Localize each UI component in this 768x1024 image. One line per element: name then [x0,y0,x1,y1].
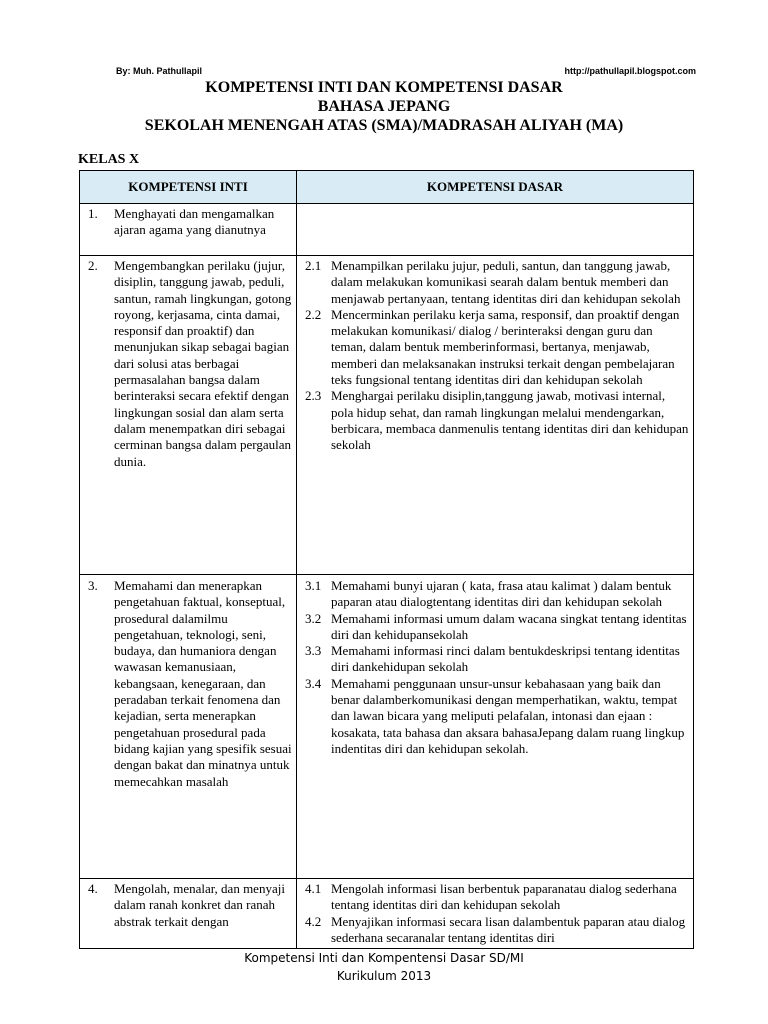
author-label: By: Muh. Pathullapil [116,66,203,76]
kd-cell [297,204,694,256]
class-label: KELAS X [78,152,140,167]
ki-number: 2. [88,258,98,273]
kd-item [305,676,689,757]
footer-curriculum: Kurikulum 2013 [336,969,432,983]
column-header-kd: KOMPETENSI DASAR [297,171,694,204]
kd-number: 4.1 [305,881,322,896]
kd-cell [297,575,694,879]
kd-text: Menghargai perilaku disiplin,tanggung jawab, motivasi internal, pola hidup sehat, dan ramah lingkungan melalui mendengarkan, berbicara, membaca danmenulis tentang identitas diri dan kehidupan sekolah [331,388,689,453]
kd-item [305,643,689,676]
kd-text: Memahami informasi umum dalam wacana singkat tentang identitas diri dan kehidupansekolah [331,610,687,642]
ki-text: Memahami dan menerapkan pengetahuan faktual, konseptual, prosedural dalamilmu pengetahuan, teknologi, seni, budaya, dan humaniora dengan wawasan kemanusiaan, kebangsaan, kenegaraan, dan peradaban terkait fenomena dan kejadian, serta menerapkan pengetahuan prosedural pada bidang kajian yang spesifik sesuai dengan bakat dan minatnya untuk memecahkan masalah [114,578,292,789]
ki-text: Menghayati dan mengamalkan ajaran agama yang dianutnya [114,206,275,238]
competency-table [79,170,694,949]
kd-number: 3.4 [305,675,322,691]
kd-item [305,881,689,914]
column-header-ki: KOMPETENSI INTI [80,171,297,204]
kd-item [305,388,689,453]
kd-item [305,611,689,644]
kd-text: Memahami penggunaan unsur-unsur kebahasaan yang baik dan benar dalamberkomunikasi dengan memperhatikan, waktu, tempat dan lawan bicara yang meliputi pelafalan, intonasi dan ejaan : kosakata, tata bahasa dan aksara bahasaJepang dalam ruang lingkup indentitas diri dan kehidupan sekolah. [331,675,685,756]
ki-text: Mengembangkan perilaku (jujur, disiplin, tanggung jawab, peduli, santun, ramah lingkungan, gotong royong, kerjasama, cinta damai, responsif dan proaktif) dan menunjukan sikap sebagai bagian dari solusi atas berbagai permasalahan bangsa dalam berinteraksi secara efektif dengan lingkungan sosial dan alam serta dalam menempatkan diri sebagai cerminan bangsa dalam pergaulan dunia. [114,258,292,469]
blog-url[interactable]: http://pathullapil.blogspot.com [564,66,696,76]
kd-text: Mencerminkan perilaku kerja sama, responsif, dan proaktif dengan melakukan komunikasi/ dialog / berinteraksi dengan guru dan teman, dalam bentuk memberinformasi, bertanya, menjawab, memberi dan melaksanakan instruksi terkait dengan pembelajaran teks fungsional tentang identitas diri dan kehidupan sekolah [331,306,680,388]
table-row [80,204,694,256]
kd-number: 2.2 [305,306,322,322]
table-row [80,575,694,879]
subject-title: BAHASA JEPANG [317,98,451,115]
table-row [80,879,694,949]
kd-item [305,578,689,611]
kd-cell [297,879,694,949]
kd-item [305,307,689,388]
table-row [80,256,694,575]
kd-item [305,914,689,947]
kd-number: 3.2 [305,610,322,626]
kd-cell [297,256,694,575]
kd-number: 3.3 [305,643,322,659]
page-title: KOMPETENSI INTI DAN KOMPETENSI DASAR [205,79,563,96]
kd-text: Memahami bunyi ujaran ( kata, frasa atau kalimat ) dalam bentuk paparan atau dialogtentang identitas diri dan kehidupan sekolah [331,578,672,610]
table-header-row [80,171,694,204]
ki-cell [80,256,297,575]
ki-cell [80,575,297,879]
ki-number: 4. [88,881,98,896]
kd-number: 2.1 [305,258,322,273]
school-title: SEKOLAH MENENGAH ATAS (SMA)/MADRASAH ALIYAH (MA) [144,117,624,134]
kd-text: Menampilkan perilaku jujur, peduli, santun, dan tanggung jawab, dalam melakukan komunikasi searah dalam bentuk memberi dan menjawab pertanyaan, tentang identitas diri dan kehidupan sekolah [331,258,681,306]
kd-item [305,258,689,307]
ki-text: Mengolah, menalar, dan menyaji dalam ranah konkret dan ranah abstrak terkait dengan [114,881,285,929]
ki-cell [80,879,297,949]
kd-number: 2.3 [305,388,322,404]
kd-text: Memahami informasi rinci dalam bentukdeskripsi tentang identitas diri dankehidupan sekolah [331,643,680,675]
ki-number: 1. [88,206,98,221]
kd-text: Mengolah informasi lisan berbentuk paparanatau dialog sederhana tentang identitas diri dan kehidupan sekolah [331,881,677,913]
footer-title: Kompetensi Inti dan Kompentensi Dasar SD/MI [244,951,524,965]
kd-number: 4.2 [305,913,322,929]
kd-number: 3.1 [305,578,322,593]
ki-number: 3. [88,578,98,593]
ki-cell [80,204,297,256]
kd-text: Menyajikan informasi secara lisan dalambentuk paparan atau dialog sederhana secaranalar tentang identitas diri [331,913,686,945]
